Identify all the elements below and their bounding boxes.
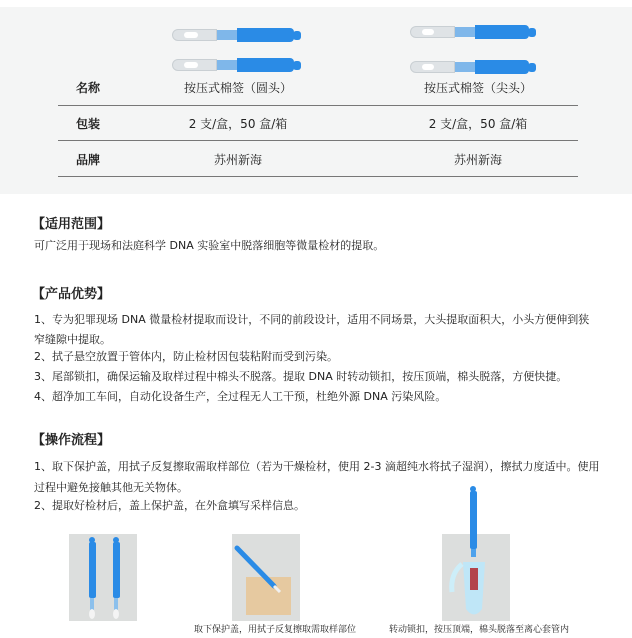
cell: 2 支/盒，50 盒/箱	[188, 117, 288, 131]
divider	[58, 140, 578, 141]
pointed-tip-swab-image	[410, 25, 538, 39]
cell: 苏州新海	[213, 153, 262, 167]
swabs-photo	[69, 534, 137, 621]
section-title-advantages: 【产品优势】	[32, 287, 111, 302]
caption-centrifuge: 转动锁扣，按压顶端，棉头脱落至离心套管内	[389, 625, 570, 635]
cell: 按压式棉签（尖头）	[423, 81, 532, 95]
row-label: 名称	[76, 81, 101, 95]
scope-text: 可广泛用于现场和法庭科学 DNA 实验室中脱落细胞等微量检材的提取。	[34, 239, 385, 252]
procedure-item: 1、取下保护盖，用拭子反复擦取需取样部位（若为干燥检材，使用 2-3 滴超纯水将拭子湿润），擦拭力度适中。使用过程中避免接触其他无关物体。	[34, 460, 600, 494]
section-title-procedure: 【操作流程】	[32, 433, 111, 448]
centrifuge-tube-photo	[442, 534, 510, 621]
procedure-item: 2、提取好检材后，盖上保护盖，在外盒填写采样信息。	[34, 499, 305, 512]
round-tip-swab-image	[172, 28, 304, 42]
advantage-item: 1、专为犯罪现场 DNA 微量检材提取而设计，不同的前段设计，适用不同场景，大头提取面积大，小头方便伸到狭窄缝隙中提取。	[34, 313, 590, 346]
cell: 苏州新海	[453, 153, 502, 167]
advantage-item: 4、超净加工车间，自动化设备生产，全过程无人工干预，杜绝外源 DNA 污染风险。	[34, 390, 447, 403]
section-title-scope: 【适用范围】	[32, 217, 111, 232]
advantage-item: 3、尾部锁扣，确保运输及取样过程中棉头不脱落。提取 DNA 时转动锁扣，按压顶端，棉头脱落，方便快捷。	[34, 370, 568, 383]
caption-swabbing: 取下保护盖，用拭子反复擦取需取样部位	[194, 625, 357, 635]
pointed-tip-swab-image	[410, 60, 538, 74]
advantage-item: 2、拭子悬空放置于管体内，防止检材因包装粘附而受到污染。	[34, 350, 338, 363]
round-tip-swab-image	[172, 58, 304, 72]
divider	[58, 176, 578, 177]
cell: 2 支/盒，50 盒/箱	[428, 117, 528, 131]
swabbing-photo	[232, 534, 300, 621]
row-label: 包装	[76, 117, 101, 131]
divider	[58, 105, 578, 106]
row-label: 品牌	[76, 153, 101, 167]
cell: 按压式棉签（圆头）	[183, 81, 292, 95]
